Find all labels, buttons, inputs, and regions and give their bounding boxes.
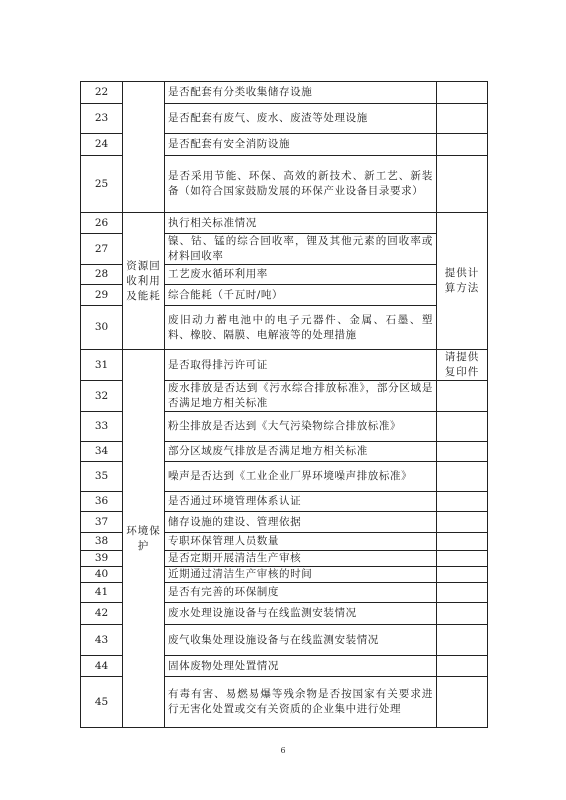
row-number: 35 [81, 462, 123, 492]
note-cell [437, 82, 488, 104]
item-text: 是否配套有废气、废水、废渣等处理设施 [165, 104, 437, 134]
item-text: 粉尘排放是否达到《大气污染物综合排放标准》 [165, 412, 437, 442]
table-row [81, 213, 488, 234]
row-number: 26 [81, 213, 123, 234]
item-text: 综合能耗（千瓦时/吨） [165, 285, 437, 306]
item-text: 是否采用节能、环保、高效的新技术、新工艺、新装备（如符合国家鼓励发展的环保产业设备目录要求） [165, 156, 437, 213]
item-text: 有毒有害、易燃易爆等残余物是否按国家有关要求进行无害化处置或交有关资质的企业集中进行处理 [165, 677, 437, 728]
row-number: 29 [81, 285, 123, 306]
row-number: 34 [81, 442, 123, 462]
row-number: 32 [81, 381, 123, 412]
row-number: 43 [81, 625, 123, 656]
table-row [81, 350, 488, 381]
note-cell [437, 551, 488, 567]
note-cell [437, 625, 488, 656]
row-number: 38 [81, 533, 123, 551]
note-cell [437, 492, 488, 512]
item-text: 是否配套有分类收集储存设施 [165, 82, 437, 104]
row-number: 28 [81, 265, 123, 285]
row-number: 33 [81, 412, 123, 442]
row-number: 36 [81, 492, 123, 512]
item-text: 近期通过清洁生产审核的时间 [165, 567, 437, 583]
item-text: 废旧动力蓄电池中的电子元器件、金属、石墨、塑料、橡胶、隔膜、电解液等的处理措施 [165, 306, 437, 350]
page-number: 6 [280, 746, 286, 755]
checklist-table [80, 81, 488, 728]
row-number: 22 [81, 82, 123, 104]
item-text: 废水排放是否达到《污水综合排放标准》，部分区域是否满足地方相关标准 [165, 381, 437, 412]
category-resource: 资源回收利用及能耗 [123, 213, 165, 350]
item-text: 噪声是否达到《工业企业厂界环境噪声排放标准》 [165, 462, 437, 492]
item-text: 废气收集处理设施设备与在线监测安装情况 [165, 625, 437, 656]
row-number: 39 [81, 551, 123, 567]
item-text: 执行相关标准情况 [165, 213, 437, 234]
row-number: 40 [81, 567, 123, 583]
row-number: 41 [81, 583, 123, 603]
row-number: 37 [81, 512, 123, 533]
row-number: 23 [81, 104, 123, 134]
item-text: 固体废物处理处置情况 [165, 656, 437, 677]
note-cell [437, 104, 488, 134]
note-cell [437, 442, 488, 462]
note-cell [437, 512, 488, 533]
note-cell [437, 603, 488, 625]
note-cell [437, 583, 488, 603]
note-cell [437, 381, 488, 412]
row-number: 44 [81, 656, 123, 677]
item-text: 废水处理设施设备与在线监测安装情况 [165, 603, 437, 625]
row-number: 42 [81, 603, 123, 625]
item-text: 是否定期开展清洁生产审核 [165, 551, 437, 567]
note-cell [437, 567, 488, 583]
item-text: 是否取得排污许可证 [165, 350, 437, 381]
row-number: 24 [81, 134, 123, 156]
item-text: 是否通过环境管理体系认证 [165, 492, 437, 512]
item-text: 专职环保管理人员数量 [165, 533, 437, 551]
item-text: 是否配套有安全消防设施 [165, 134, 437, 156]
category-environment: 环境保护 [123, 350, 165, 728]
row-number: 25 [81, 156, 123, 213]
row-number: 27 [81, 234, 123, 265]
table-row [81, 82, 488, 104]
item-text: 镍、钴、锰的综合回收率，锂及其他元素的回收率或材料回收率 [165, 234, 437, 265]
row-number: 45 [81, 677, 123, 728]
row-number: 31 [81, 350, 123, 381]
note-cell [437, 656, 488, 677]
item-text: 部分区域废气排放是否满足地方相关标准 [165, 442, 437, 462]
row-number: 30 [81, 306, 123, 350]
note-cell [437, 156, 488, 213]
item-text: 是否有完善的环保制度 [165, 583, 437, 603]
note-cell [437, 677, 488, 728]
item-text: 工艺废水循环利用率 [165, 265, 437, 285]
item-text: 储存设施的建设、管理依据 [165, 512, 437, 533]
note-copy: 请提供复印件 [437, 350, 488, 381]
category-cell-blank [123, 82, 165, 213]
note-cell [437, 533, 488, 551]
note-cell [437, 412, 488, 442]
note-cell [437, 134, 488, 156]
note-calc-method: 提供计算方法 [437, 213, 488, 350]
note-cell [437, 462, 488, 492]
